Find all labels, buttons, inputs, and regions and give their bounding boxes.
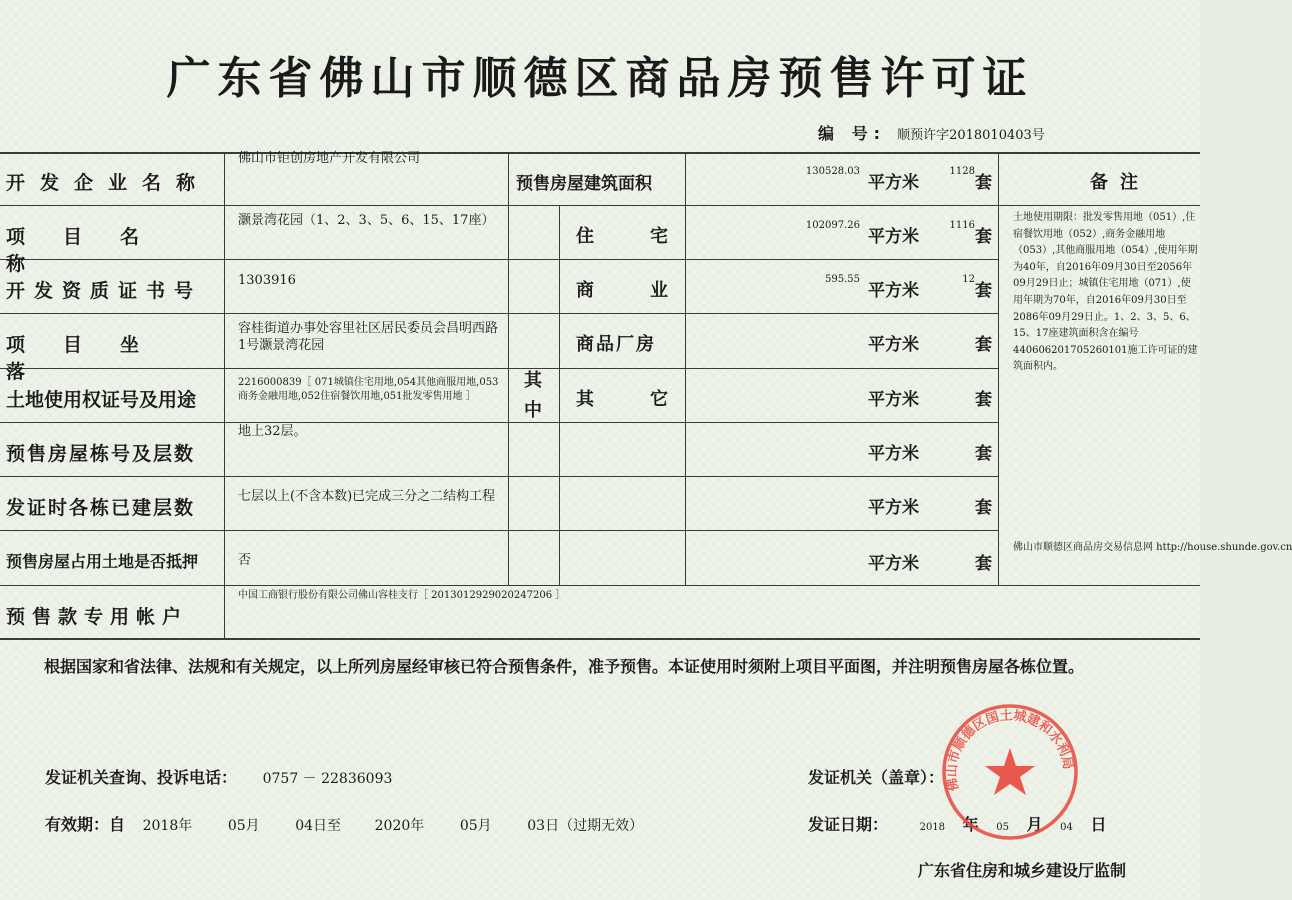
issue-label: 发证日期： (808, 815, 889, 834)
issue-day: 04 (1060, 822, 1073, 833)
area-middle-label: 其中 (524, 370, 542, 421)
issue-day-unit: 日 (1090, 815, 1107, 834)
value-built-floors: 七层以上(不含本数)已完成三分之二结构工程 (238, 489, 496, 504)
label-land-cert: 土地使用权证号及用途 (6, 389, 197, 411)
serial-number (818, 121, 1045, 144)
area-item-label: 商品厂房 (576, 334, 656, 355)
area-total-unit: 平方米 (868, 173, 919, 193)
area-item-count-unit: 套 (975, 335, 992, 355)
remarks-header: 备注 (1090, 172, 1150, 193)
area-item-count-unit: 套 (975, 390, 992, 410)
area-item-value: 102097.26 (805, 220, 860, 231)
area-item-unit: 平方米 (868, 444, 919, 464)
value-location: 容桂街道办事处容里社区居民委员会昌明西路1号灏景湾花园 (238, 321, 499, 353)
value-buildings: 地上32层。 (238, 424, 307, 439)
official-seal (938, 700, 1082, 844)
area-header: 预售房屋建筑面积 (516, 174, 652, 194)
area-item-count-unit: 套 (975, 554, 992, 574)
validity-to-day: 03日（过期无效） (527, 818, 644, 834)
validity-label: 有效期：自 (45, 815, 126, 834)
area-item-unit: 平方米 (868, 281, 919, 301)
area-item-unit: 平方米 (868, 498, 919, 518)
issue-year: 2018 (919, 822, 946, 833)
area-total-count-unit: 套 (975, 173, 992, 193)
area-item-label: 其它 (576, 389, 724, 410)
area-item-value: 595.55 (825, 274, 860, 285)
remarks-text: 土地使用期限：批发零售用地（051）,住宿餐饮用地（052）,商务金融用地（053）,其他商服用地（054）,使用年期为40年，自2016年09月30日至2056年09月29日止；城镇住宅用地（071）,使用年期为70年，自2016年09月30日至2086年09月29日止。1、2、3、5、6、15、17座建筑面积含在编号440606201705260101施工许可证的建筑面积内。 (1013, 212, 1198, 373)
value-land-cert: 2216000839［ 071城镇住宅用地,054其他商服用地,053商务金融用地,052住宿餐饮用地,051批发零售用地 ］ (238, 377, 499, 402)
label-project-name: 项目名称 (6, 226, 178, 275)
validity-from-day: 04日至 (295, 818, 342, 834)
phone-label: 发证机关查询、投诉电话： (45, 768, 238, 787)
area-item-unit: 平方米 (868, 335, 919, 355)
area-item-count-unit: 套 (975, 498, 992, 518)
validity-to-month: 05月 (459, 818, 492, 834)
area-item-unit: 平方米 (868, 390, 919, 410)
statement-text: 根据国家和省法律、法规和有关规定，以上所列房屋经审核已符合预售条件，准予预售。本证使用时须附上项目平面图，并注明预售房屋各栋位置。 (44, 657, 1085, 676)
label-account: 预售款专用帐户 (6, 606, 189, 628)
area-item-count-unit: 套 (975, 444, 992, 464)
footer-supervisor: 广东省住房和城乡建设厅监制 (918, 861, 1127, 880)
value-account: 中国工商银行股份有限公司佛山容桂支行［ 2013012929020247206 ］ (238, 590, 566, 601)
certificate-title: 广东省佛山市顺德区商品房预售许可证 (166, 53, 1034, 104)
area-item-unit: 平方米 (868, 554, 919, 574)
area-item-count-unit: 套 (975, 227, 992, 247)
area-total-count: 1128 (949, 166, 975, 177)
validity-from-year: 2018年 (142, 818, 193, 834)
label-developer: 开发企业名称 (6, 172, 211, 194)
area-item-unit: 平方米 (868, 227, 919, 247)
label-mortgage: 预售房屋占用土地是否抵押 (6, 552, 199, 571)
footer-validity (45, 812, 643, 835)
serial-value: 顺预许字2018010403号 (897, 128, 1045, 143)
footer-phone (45, 765, 392, 788)
issue-year-unit: 年 (962, 815, 979, 834)
footer-authority: 发证机关（盖章）： (808, 768, 945, 787)
area-item-label: 住宅 (576, 226, 724, 247)
area-item-count: 1116 (949, 220, 975, 231)
svg-text:佛山市顺德区国土城建和水利局: 佛山市顺德区国土城建和水利局 (944, 708, 1076, 793)
value-developer: 佛山市钜创房地产开发有限公司 (238, 151, 421, 166)
value-mortgage: 否 (238, 553, 252, 568)
remarks-site: 佛山市顺德区商品房交易信息网 http://house.shunde.gov.cn (1013, 542, 1292, 553)
phone-value: 0757 － 22836093 (262, 771, 393, 787)
label-built-floors: 发证时各栋已建层数 (6, 497, 196, 519)
value-project-name: 灏景湾花园（1、2、3、5、6、15、17座） (238, 213, 495, 228)
area-total-value: 130528.03 (805, 166, 860, 177)
area-item-count: 12 (962, 274, 975, 285)
label-buildings: 预售房屋栋号及层数 (6, 443, 196, 465)
label-location: 项目坐落 (6, 334, 178, 383)
issue-month: 05 (996, 822, 1009, 833)
value-qualification: 1303916 (238, 273, 296, 288)
area-item-count-unit: 套 (975, 281, 992, 301)
validity-to-year: 2020年 (374, 818, 425, 834)
validity-from-month: 05月 (227, 818, 260, 834)
area-item-label: 商业 (576, 280, 724, 301)
serial-label: 编 号: (818, 124, 886, 143)
label-qualification: 开发资质证书号 (6, 280, 203, 302)
issue-month-unit: 月 (1026, 815, 1043, 834)
